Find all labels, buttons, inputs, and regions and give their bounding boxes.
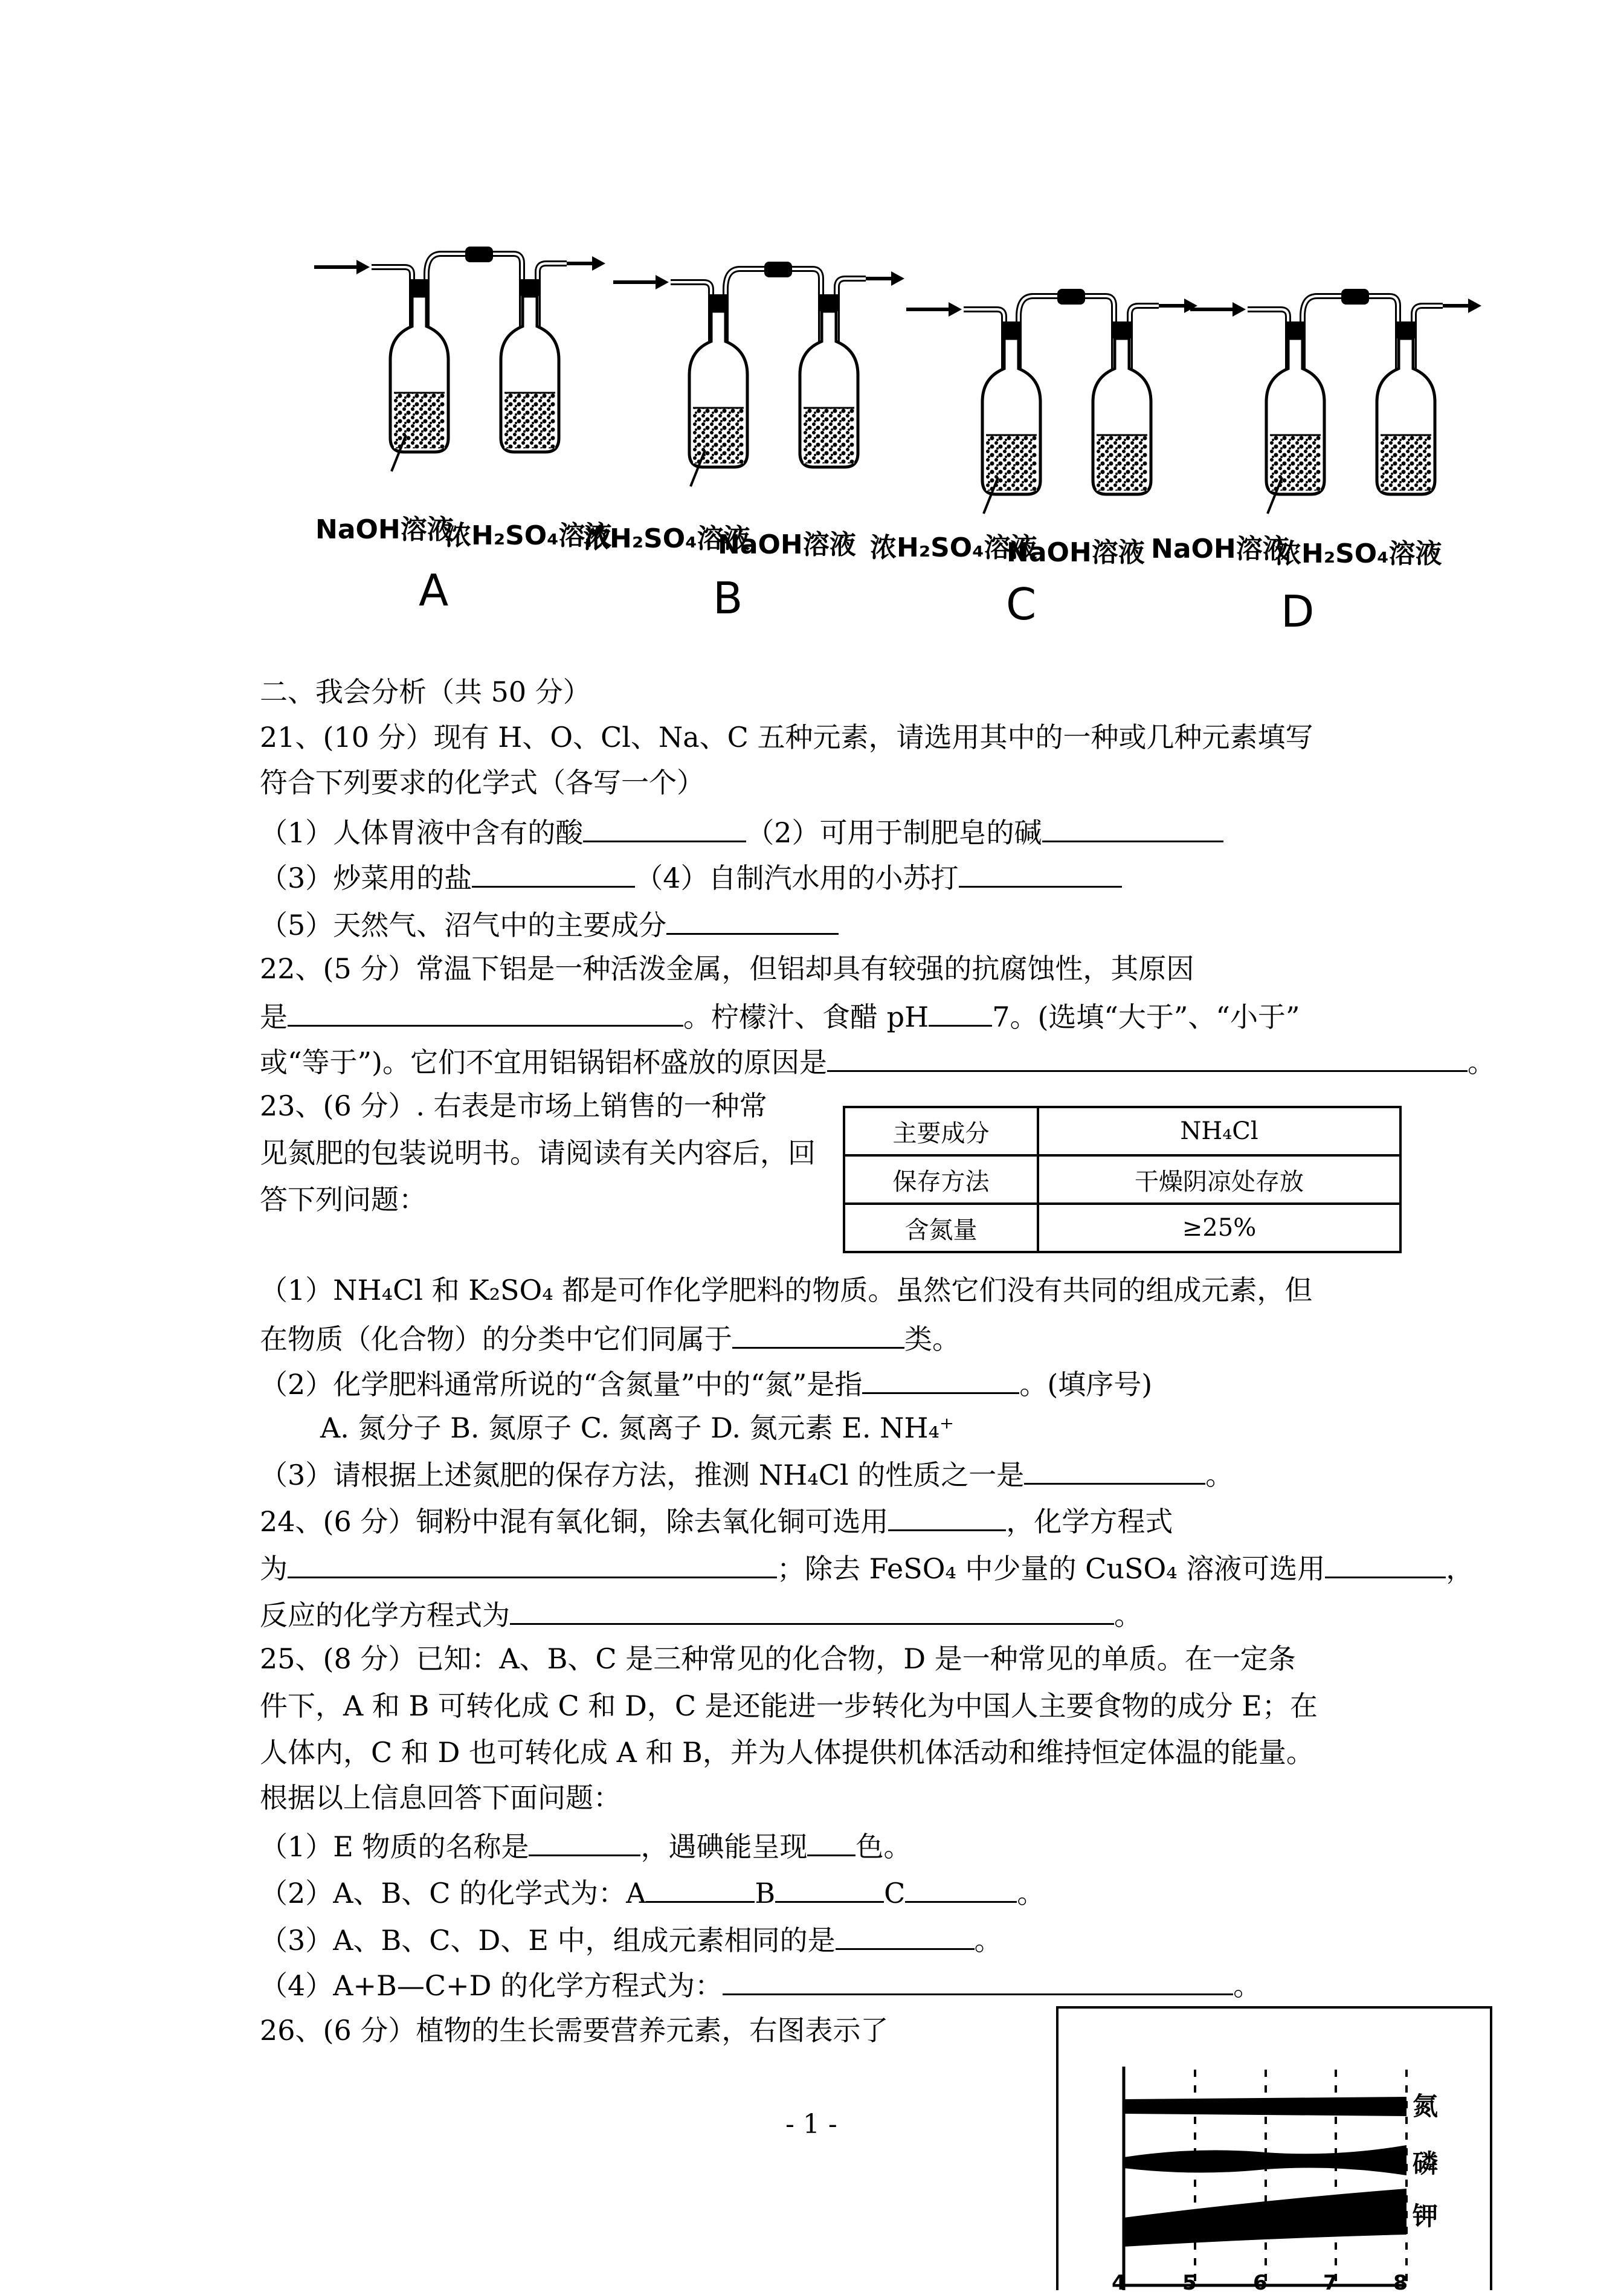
q24-line1-end: ，化学方程式	[1006, 1505, 1173, 1538]
q25-b-blank[interactable]	[775, 1873, 884, 1903]
q23-stem-line1: 23、(6 分）. 右表是市场上销售的一种常	[260, 1089, 767, 1122]
q25-a-blank[interactable]	[646, 1873, 755, 1903]
q21-part1: （1）人体胃液中含有的酸	[260, 816, 584, 849]
q25-sub2-b: B	[755, 1877, 776, 1909]
q23-sub1-text: 在物质（化合物）的分类中它们同属于	[260, 1323, 732, 1355]
apparatus-d-left-label: NaOH溶液	[1151, 534, 1289, 564]
q24-equation2-blank[interactable]	[510, 1595, 1114, 1625]
phosphorus-label: 磷	[1413, 2149, 1439, 2178]
table-key: 主要成分	[844, 1107, 1038, 1155]
tick-label: 4	[1112, 2271, 1126, 2295]
q21-row-3-4	[260, 858, 1122, 896]
q23-property-blank[interactable]	[1024, 1455, 1205, 1485]
q25-sub1-text: （1）E 物质的名称是	[260, 1830, 529, 1863]
apparatus-b-letter: B	[713, 573, 743, 624]
table-row	[844, 1155, 1400, 1204]
q24-line2-a: 为	[260, 1552, 288, 1585]
tick-label: 6	[1253, 2271, 1268, 2295]
q25-sub1	[260, 1827, 911, 1865]
q21-stem-line1: 21、(10 分）现有 H、O、Cl、Na、C 五种元素，请选用其中的一种或几种元素填写	[260, 721, 1313, 754]
apparatus-d	[1190, 289, 1481, 514]
q23-class-blank[interactable]	[732, 1319, 904, 1349]
q25-sub2	[260, 1873, 1045, 1911]
q21-part4-blank[interactable]	[959, 858, 1122, 888]
table-value: NH₄Cl	[1038, 1107, 1400, 1155]
q24-equation1-blank[interactable]	[288, 1549, 777, 1578]
q24-line2-c: ，	[1446, 1552, 1474, 1585]
q25-sub3	[260, 1920, 1002, 1958]
q21-part5-blank[interactable]	[666, 905, 839, 935]
table-value: ≥25%	[1038, 1204, 1400, 1252]
q25-sub4	[260, 1966, 1261, 2004]
q22-line3-a: 或“等于”)。它们不宜用铝锅铝杯盛放的原因是	[260, 1046, 827, 1079]
q25-c-blank[interactable]	[905, 1873, 1017, 1903]
q22-ph-blank[interactable]	[929, 997, 992, 1027]
q25-e-name-blank[interactable]	[529, 1827, 640, 1856]
q22-line3	[260, 1042, 1495, 1080]
q21-part1-blank[interactable]	[583, 813, 746, 842]
tick-label: 7	[1323, 2271, 1338, 2295]
q24-line3	[260, 1595, 1142, 1633]
section-title: 二、我会分析（共 50 分）	[260, 676, 591, 708]
apparatus-c-right-label: NaOH溶液	[1007, 537, 1145, 568]
q24-line2-b: ；除去 FeSO₄ 中少量的 CuSO₄ 溶液可选用	[777, 1552, 1326, 1585]
table-row	[844, 1204, 1400, 1252]
q25-stem-line1: 25、(8 分）已知：A、B、C 是三种常见的化合物，D 是一种常见的单质。在一定条	[260, 1642, 1296, 1675]
q25-stem-line2: 件下，A 和 B 可转化成 C 和 D，C 是还能进一步转化为中国人主要食物的成分 E；在	[260, 1690, 1318, 1722]
q24-reagent2-blank[interactable]	[1325, 1549, 1446, 1578]
q22-stem-line1: 22、(5 分）常温下铝是一种活泼金属，但铝却具有较强的抗腐蚀性，其原因	[260, 952, 1194, 985]
potassium-label: 钾	[1413, 2201, 1439, 2231]
nitrogen-band	[1124, 2097, 1406, 2116]
apparatus-a-letter: A	[419, 565, 449, 616]
q22-reason-blank[interactable]	[288, 997, 683, 1027]
q25-sub3-end: 。	[974, 1924, 1002, 1957]
q23-sub1-line2	[260, 1319, 960, 1357]
q25-sub2-end: 。	[1017, 1877, 1045, 1909]
q23-sub2-end: 。(填序号)	[1019, 1368, 1153, 1401]
tick-label: 5	[1182, 2271, 1197, 2295]
nutrient-chart	[1056, 2006, 1492, 2290]
q21-row-5	[260, 905, 839, 943]
q21-part2-blank[interactable]	[1042, 813, 1223, 842]
q22-line2-b: 。柠檬汁、食醋 pH	[683, 1001, 929, 1033]
q22-line2-a: 是	[260, 1001, 288, 1033]
q26-stem-line1: 26、(6 分）植物的生长需要营养元素，右图表示了	[260, 2014, 889, 2047]
q24-line2	[260, 1549, 1474, 1587]
q23-nitrogen-blank[interactable]	[862, 1364, 1019, 1394]
apparatus-c-letter: C	[1006, 579, 1037, 630]
apparatus-b-left-label: 浓H₂SO₄溶液	[583, 523, 750, 554]
q25-stem-line4: 根据以上信息回答下面问题：	[260, 1781, 621, 1814]
q21-part3: （3）炒菜用的盐	[260, 862, 472, 894]
q25-sub4-text: （4）A+B—C+D 的化学方程式为：	[260, 1969, 723, 2002]
q25-sub1-mid: ，遇碘能呈现	[640, 1830, 808, 1863]
apparatus-a-right-label: 浓H₂SO₄溶液	[445, 520, 612, 551]
apparatus-a-left-label: NaOH溶液	[315, 514, 454, 545]
q24-line3-a: 反应的化学方程式为	[260, 1599, 510, 1632]
q23-sub2-text: （2）化学肥料通常所说的“含氮量”中的“氮”是指	[260, 1368, 863, 1401]
q23-options: A. 氮分子 B. 氮原子 C. 氮离子 D. 氮元素 E. NH₄⁺	[320, 1412, 955, 1444]
q23-stem-line3: 答下列问题：	[260, 1183, 427, 1216]
q25-equation-blank[interactable]	[723, 1966, 1233, 1995]
apparatus-b	[613, 262, 904, 486]
q25-color-blank[interactable]	[807, 1827, 856, 1856]
q23-sub2	[260, 1364, 1152, 1402]
q22-line3-b: 。	[1467, 1046, 1495, 1079]
q25-sub4-end: 。	[1233, 1969, 1262, 2002]
q21-row-1-2	[260, 813, 1223, 851]
q23-sub3-end: 。	[1205, 1459, 1234, 1491]
q21-part2: （2）可用于制肥皂的碱	[746, 816, 1042, 849]
q24-line3-b: 。	[1114, 1599, 1142, 1632]
q25-sub2-text: （2）A、B、C 的化学式为：A	[260, 1877, 646, 1909]
q24-line1-text: 24、(6 分）铜粉中混有氧化铜，除去氧化铜可选用	[260, 1505, 889, 1538]
q23-sub1-line1: （1）NH₄Cl 和 K₂SO₄ 都是可作化学肥料的物质。虽然它们没有共同的组成元素，但	[260, 1274, 1313, 1306]
page-number: - 1 -	[785, 2109, 837, 2140]
apparatus-a	[314, 247, 605, 471]
q21-part3-blank[interactable]	[472, 858, 635, 888]
fertilizer-info-table	[843, 1106, 1402, 1253]
apparatus-c-left-label: 浓H₂SO₄溶液	[870, 532, 1037, 563]
q23-sub3-text: （3）请根据上述氮肥的保存方法，推测 NH₄Cl 的性质之一是	[260, 1459, 1025, 1491]
table-row	[844, 1107, 1400, 1155]
apparatus-b-right-label: NaOH溶液	[718, 529, 856, 560]
q22-line2	[260, 997, 1300, 1035]
q21-part5: （5）天然气、沼气中的主要成分	[260, 909, 667, 941]
q21-part4: （4）自制汽水用的小苏打	[635, 862, 959, 894]
apparatus-d-right-label: 浓H₂SO₄溶液	[1275, 538, 1442, 569]
table-key: 含氮量	[844, 1204, 1038, 1252]
q23-sub3	[260, 1455, 1233, 1493]
q21-stem-line2: 符合下列要求的化学式（各写一个）	[260, 766, 704, 799]
q23-stem-line2: 见氮肥的包装说明书。请阅读有关内容后，回	[260, 1137, 816, 1169]
apparatus-c	[906, 289, 1197, 514]
q22-line2-c: 7。(选填“大于”、“小于”	[992, 1001, 1300, 1033]
q25-sub2-c: C	[884, 1877, 906, 1909]
q24-reagent1-blank[interactable]	[888, 1502, 1006, 1531]
q25-same-elements-blank[interactable]	[836, 1920, 975, 1950]
q25-sub1-end: 色。	[856, 1830, 912, 1863]
q25-sub3-text: （3）A、B、C、D、E 中，组成元素相同的是	[260, 1924, 836, 1957]
apparatus-d-letter: D	[1281, 586, 1315, 637]
q23-sub1-end: 类。	[904, 1323, 960, 1355]
q24-line1	[260, 1502, 1173, 1540]
q22-container-blank[interactable]	[827, 1042, 1468, 1072]
table-key: 保存方法	[844, 1155, 1038, 1204]
tick-label: 8	[1393, 2271, 1408, 2295]
nitrogen-label: 氮	[1413, 2091, 1439, 2121]
q25-stem-line3: 人体内，C 和 D 也可转化成 A 和 B，并为人体提供机体活动和维持恒定体温的能量。	[260, 1736, 1314, 1769]
table-value: 干燥阴凉处存放	[1038, 1155, 1400, 1204]
